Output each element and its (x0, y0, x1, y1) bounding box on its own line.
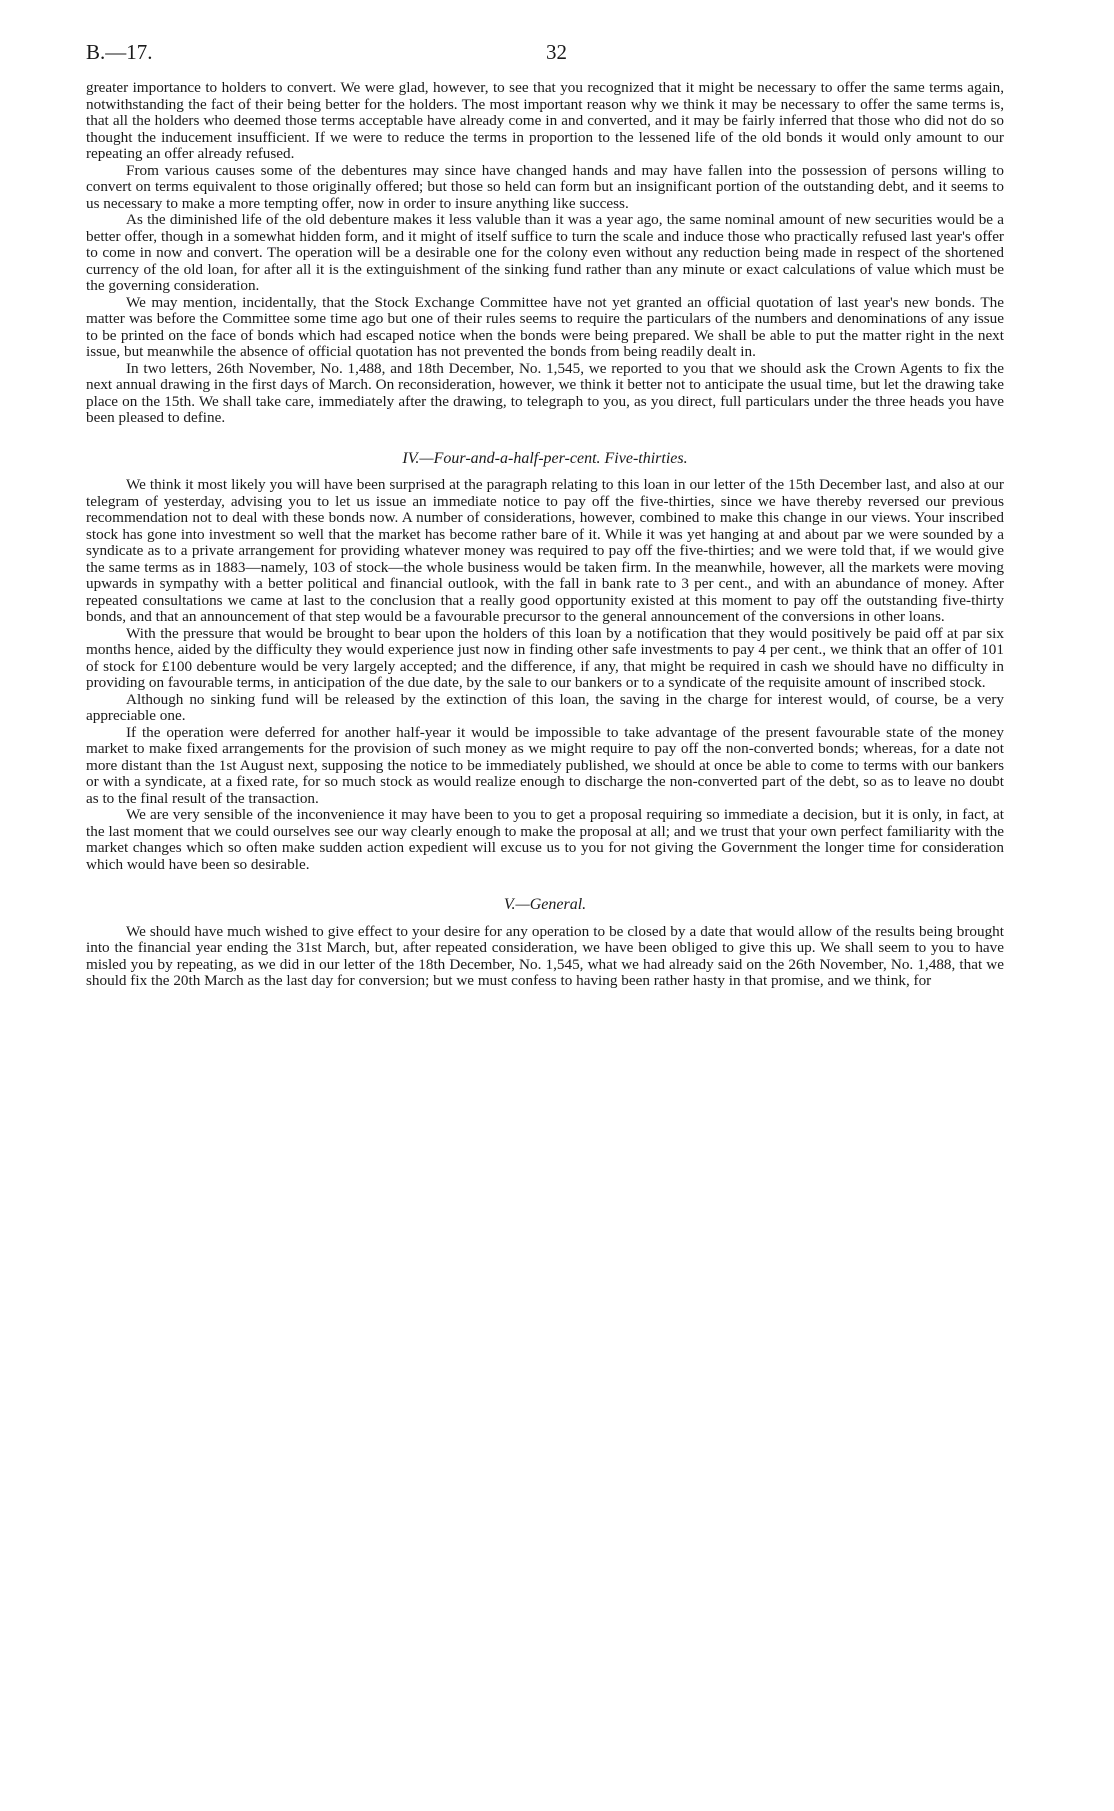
paragraph: We think it most likely you will have been surprised at the paragraph relating to this loan in our letter of the 15th December last, and also at our telegram of yesterday, advising you to let us issue an immediate notice to pay off the five-thirties, since we have thereby reversed our previous recommendation not to deal with these bonds now. A number of considerations, however, combined to make this change in our views. Your inscribed stock has gone into investment so well that the market has become rather bare of it. While it was yet hanging at and about par we were sounded by a syndicate as to a private arrangement for providing whatever money was required to pay off the five-thirties; and we were told that, if we would give the same terms as in 1883—namely, 103 of stock—the whole business would be taken firm. In the meanwhile, however, all the markets were moving upwards in sympathy with a better political and financial outlook, with the fall in bank rate to 3 per cent., and with an abundance of money. After repeated consultations we came at last to the conclusion that a really good opportunity existed at this moment to pay off the outstanding five-thirty bonds, and that an announcement of that step would be a favourable precursor to the general announcement of the conversions in other loans. (86, 476, 1004, 625)
paragraph: We may mention, incidentally, that the Stock Exchange Committee have not yet granted an official quotation of last year's new bonds. The matter was before the Committee some time ago but one of their rules seems to require the particulars of the numbers and denominations of any issue to be printed on the face of bonds which had escaped notice when the bonds were being prepared. We shall be able to put the matter right in the next issue, but meanwhile the absence of official quotation has not prevented the bonds from being readily dealt in. (86, 293, 1004, 360)
paragraph: As the diminished life of the old debenture makes it less valuble than it was a year ago, the same nominal amount of new securities would be a better offer, though in a somewhat hidden form, and it might of itself suffice to turn the scale and induce those who practically refused last year's offer to come in now and convert. The operation will be a desirable one for the colony even without any reduction being made in respect of the shortened currency of the old loan, for after all it is the extinguishment of the sinking fund rather than any minute or exact calculations of value which must be the governing consideration. (86, 211, 1004, 294)
paragraph: In two letters, 26th November, No. 1,488, and 18th December, No. 1,545, we reported to you that we should ask the Crown Agents to fix the next annual drawing in the first days of March. On reconsideration, however, we think it better not to anticipate the usual time, but let the drawing take place on the 15th. We shall take care, immediately after the drawing, to telegraph to you, as you direct, full particulars under the three heads you have been pleased to define. (86, 359, 1004, 426)
document-reference: B.—17. (86, 40, 153, 64)
paragraph: From various causes some of the debentures may since have changed hands and may have fallen into the possession of persons willing to convert on terms equivalent to those originally offered; but those so held can form but an insignificant portion of the outstanding debt, and it seems to us necessary to make a more tempting offer, now in order to insure anything like success. (86, 161, 1004, 212)
paragraph: With the pressure that would be brought to bear upon the holders of this loan by a notification that they would positively be paid off at par six months hence, aided by the difficulty they would experience just now in finding other safe investments to pay 4 per cent., we think that an offer of 101 of stock for £100 debenture would be very largely accepted; and the difference, if any, that might be required in cash we should have no difficulty in providing on favourable terms, in anticipation of the due date, by the sale to our bankers or to a syndicate of the requisite amount of inscribed stock. (86, 624, 1004, 691)
paragraph: greater importance to holders to convert. We were glad, however, to see that you recognized that it might be necessary to offer the same terms again, notwithstanding the fact of their being better for the holders. The most important reason why we think it may be necessary to offer the same terms is, that all the holders who deemed those terms acceptable have already come in and converted, and it may be fairly inferred that those who did not do so thought the inducement insufficient. If we were to reduce the terms in proportion to the lessened life of the old bonds it would only amount to our repeating an offer already refused. (86, 79, 1004, 162)
paragraph: If the operation were deferred for another half-year it would be impossible to take advantage of the present favourable state of the money market to make fixed arrangements for the provision of such money as we might require to pay off the non-converted bonds; whereas, for a date not more distant than the 1st August next, supposing the notice to be immediately published, we should at once be able to come to terms with our bankers or with a syndicate, at a fixed rate, for so much stock as would realize enough to discharge the non-converted part of the debt, so as to leave no doubt as to the final result of the transaction. (86, 723, 1004, 807)
body-text (86, 80, 1004, 990)
section-heading-iv: IV.—Four-and-a-half-per-cent. Five-thirties. (402, 449, 688, 467)
page-number: 32 (546, 40, 567, 64)
page-header (86, 40, 1004, 80)
document-page (86, 40, 1004, 990)
paragraph: We should have much wished to give effect to your desire for any operation to be closed by a date that would allow of the results being brought into the financial year ending the 31st March, but, after repeated consideration, we have been obliged to give this up. We shall seem to you to have misled you by repeating, as we did in our letter of the 18th December, No. 1,545, what we had already said on the 26th November, No. 1,488, that we should fix the 20th March as the last day for conversion; but we must confess to having been rather hasty in that promise, and we think, for (86, 922, 1004, 989)
section-heading-v: V.—General. (503, 896, 587, 913)
paragraph: Although no sinking fund will be released by the extinction of this loan, the saving in the charge for interest would, of course, be a very appreciable one. (86, 690, 1004, 724)
paragraph: We are very sensible of the inconvenience it may have been to you to get a proposal requiring so immediate a decision, but it is only, in fact, at the last moment that we could ourselves see our way clearly enough to make the proposal at all; and we trust that your own perfect familiarity with the market changes which so often make sudden action expedient will excuse us to you for not giving the Government the longer time for consideration which would have been so desirable. (86, 806, 1004, 873)
